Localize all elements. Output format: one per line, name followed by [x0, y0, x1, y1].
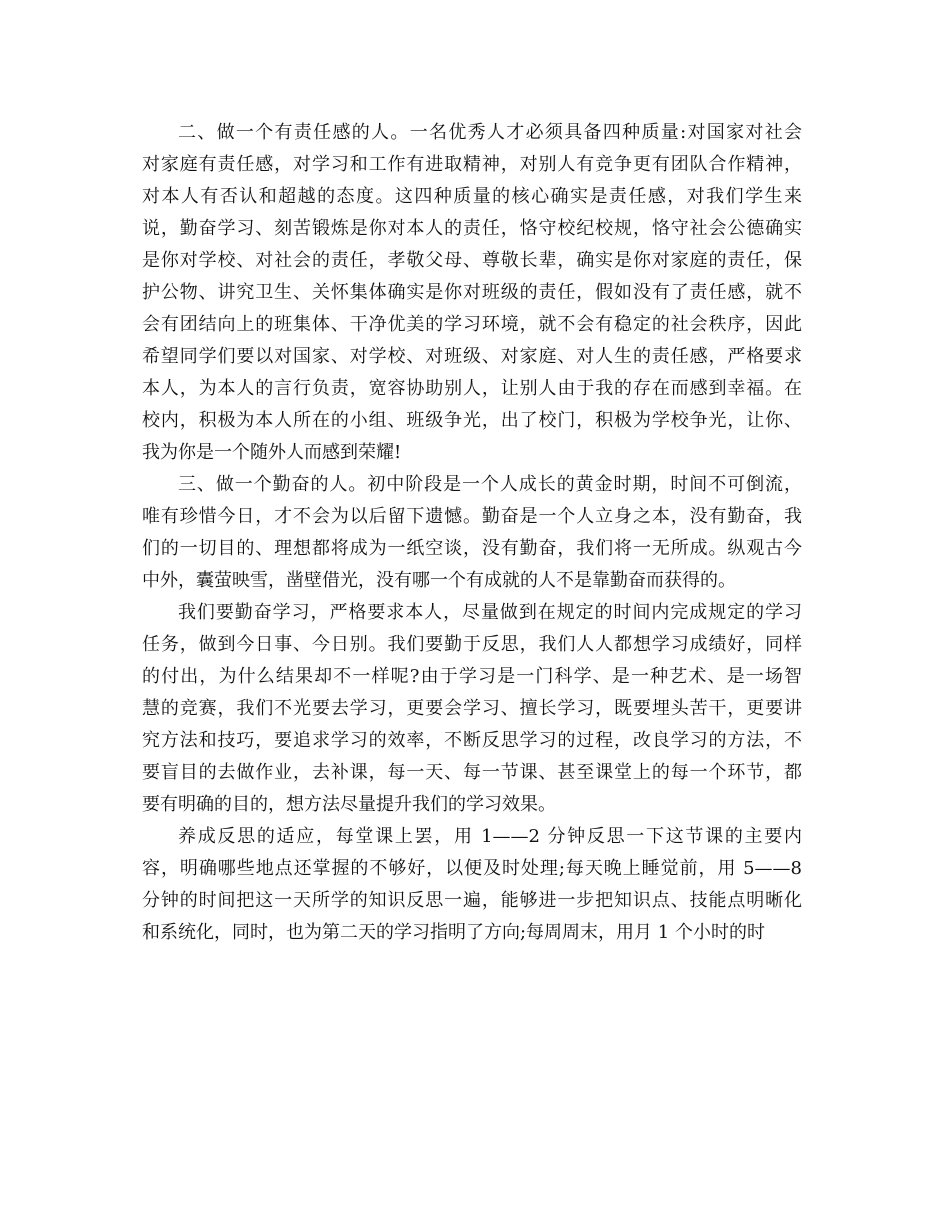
paragraph — [142, 117, 802, 469]
paragraph-line: 究方法和技巧，要追求学习的效率，不断反思学习的过程，改良学习的方法，不 — [142, 730, 802, 751]
paragraph-line: 唯有珍惜今日，才不会为以后留下遗憾。勤奋是一个人立身之本，没有勤奋，我 — [142, 506, 802, 527]
paragraph-line: 慧的竞赛，我们不光要去学习，更要会学习、擅长学习，既要埋头苦干，更要讲 — [142, 698, 802, 719]
paragraph-line: 容，明确哪些地点还掌握的不够好，以便及时处理;每天晚上睡觉前，用 5——8 — [142, 858, 802, 879]
paragraph-line: 我们要勤奋学习，严格要求本人，尽量做到在规定的时间内完成规定的学习 — [178, 602, 802, 623]
paragraph-line: 说，勤奋学习、刻苦锻炼是你对本人的责任，恪守校纪校规，恪守社会公德确实 — [142, 218, 802, 239]
paragraph-line: 和系统化，同时，也为第二天的学习指明了方向;每周周末，用月 1 个小时的时 — [142, 922, 765, 943]
paragraph — [142, 469, 802, 597]
paragraph — [142, 597, 802, 821]
paragraph — [142, 821, 802, 949]
paragraph-line: 对本人有否认和超越的态度。这四种质量的核心确实是责任感，对我们学生来 — [142, 186, 802, 207]
paragraph-line: 希望同学们要以对国家、对学校、对班级、对家庭、对人生的责任感，严格要求 — [142, 346, 802, 367]
paragraph-line: 养成反思的适应，每堂课上罢，用 1——2 分钟反思一下这节课的主要内 — [178, 826, 802, 847]
paragraph-line: 要盲目的去做作业，去补课，每一天、每一节课、甚至课堂上的每一个环节，都 — [142, 762, 802, 783]
paragraph-line: 的付出，为什么结果却不一样呢?由于学习是一门科学、是一种艺术、是一场智 — [142, 666, 802, 687]
paragraph-line: 要有明确的目的，想方法尽量提升我们的学习效果。 — [142, 794, 556, 815]
paragraph-line: 会有团结向上的班集体、干净优美的学习环境，就不会有稳定的社会秩序，因此 — [142, 314, 802, 335]
paragraph-line: 对家庭有责任感，对学习和工作有进取精神，对别人有竞争更有团队合作精神， — [142, 154, 802, 175]
paragraph-line: 分钟的时间把这一天所学的知识反思一遍，能够进一步把知识点、技能点明晰化 — [142, 890, 802, 911]
paragraph-line: 中外，囊萤映雪，凿壁借光，没有哪一个有成就的人不是靠勤奋而获得的。 — [142, 570, 736, 591]
paragraph-line: 本人，为本人的言行负责，宽容协助别人，让别人由于我的存在而感到幸福。在 — [142, 378, 802, 399]
paragraph-line: 们的一切目的、理想都将成为一纸空谈，没有勤奋，我们将一无所成。纵观古今 — [142, 538, 802, 559]
paragraph-line: 我为你是一个随外人而感到荣耀! — [142, 442, 402, 463]
paragraph-line: 二、做一个有责任感的人。一名优秀人才必须具备四种质量:对国家对社会 — [178, 122, 802, 143]
paragraph-line: 三、做一个勤奋的人。初中阶段是一个人成长的黄金时期，时间不可倒流， — [178, 474, 802, 495]
paragraph-line: 护公物、讲究卫生、关怀集体确实是你对班级的责任，假如没有了责任感，就不 — [142, 282, 802, 303]
paragraph-line: 校内，积极为本人所在的小组、班级争光，出了校门，积极为学校争光，让你、 — [142, 410, 802, 431]
paragraph-line: 是你对学校、对社会的责任，孝敬父母、尊敬长辈，确实是你对家庭的责任，保 — [142, 250, 802, 271]
paragraph-line: 任务，做到今日事、今日别。我们要勤于反思，我们人人都想学习成绩好，同样 — [142, 634, 802, 655]
document-body — [142, 117, 802, 949]
